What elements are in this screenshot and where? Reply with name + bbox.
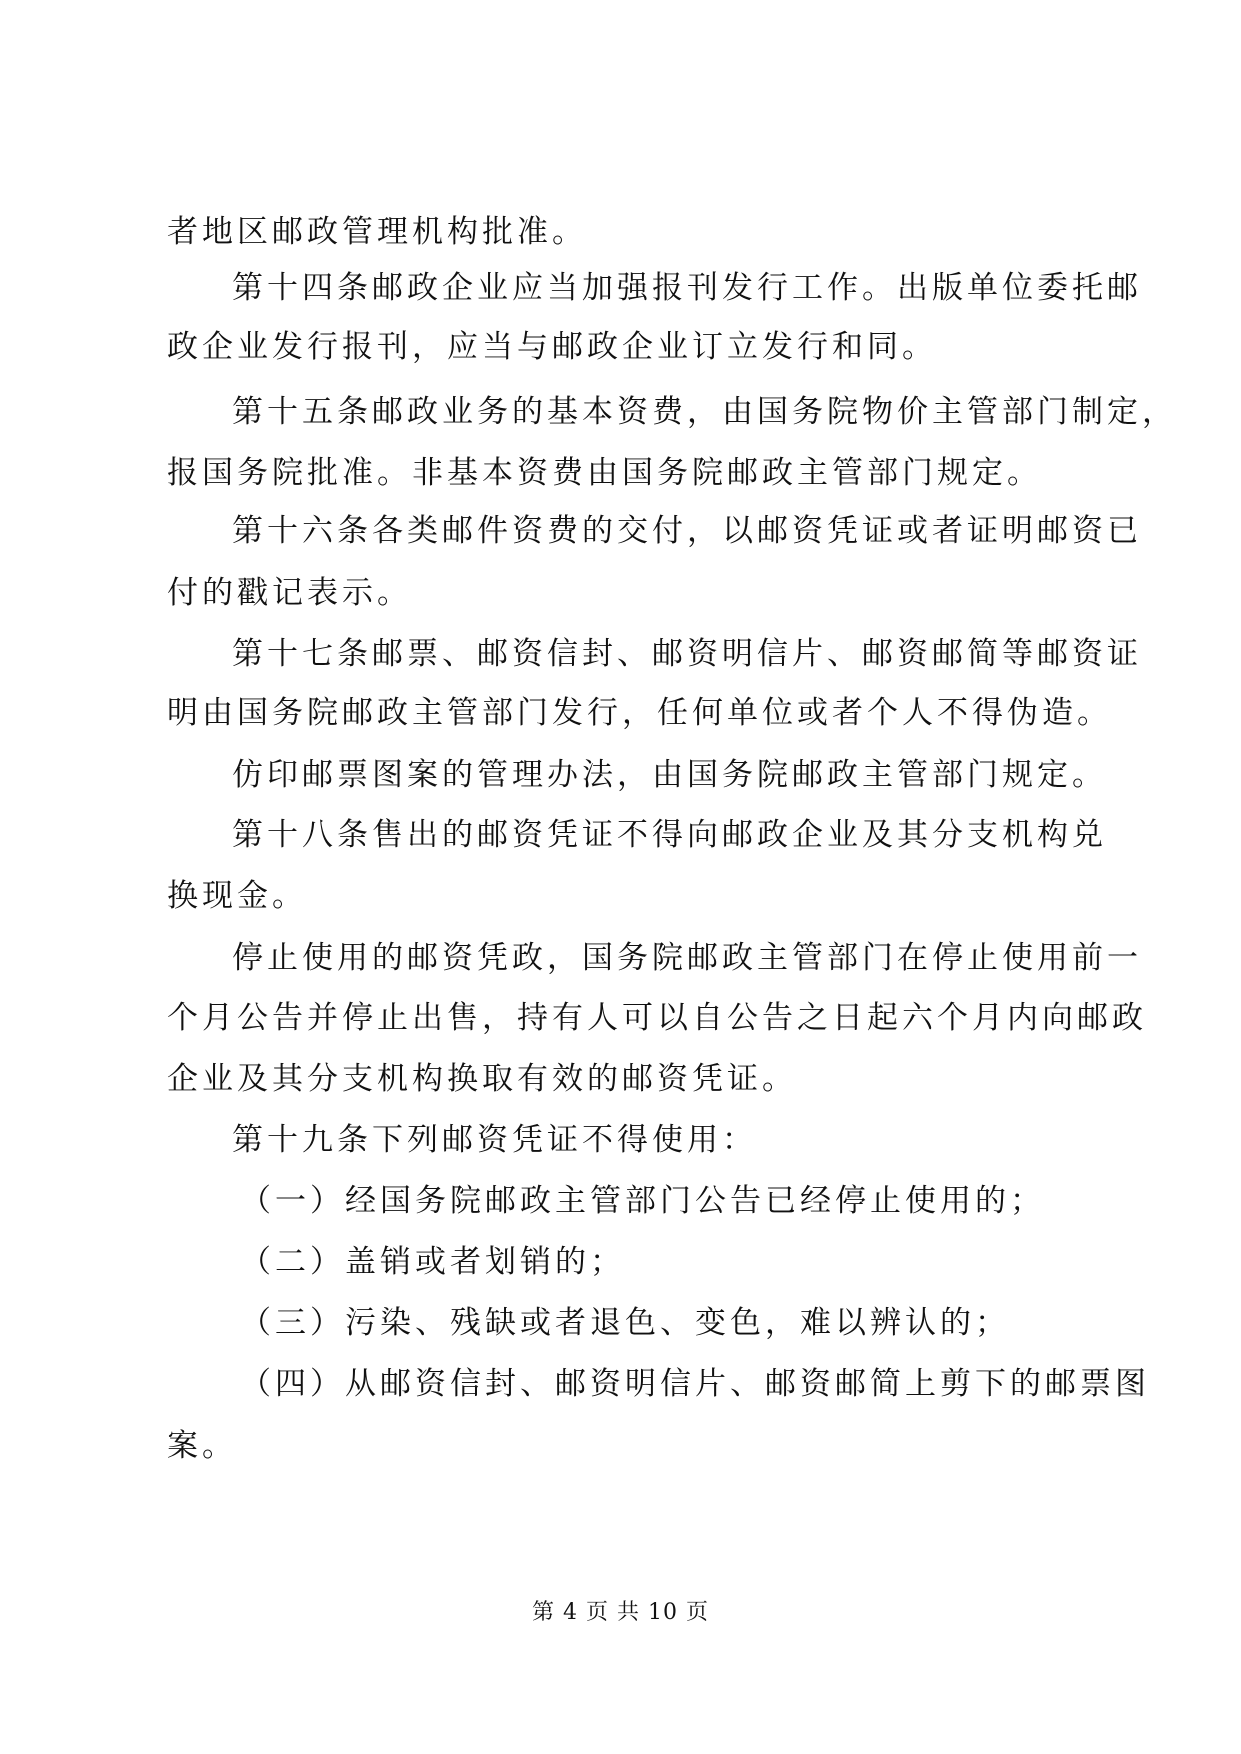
list-item: （四）从邮资信封、邮资明信片、邮资邮简上剪下的邮票图 bbox=[240, 1366, 1150, 1402]
body-line: 付的戳记表示。 bbox=[167, 575, 412, 611]
body-line: 案。 bbox=[167, 1428, 237, 1464]
body-line: 第十六条各类邮件资费的交付，以邮资凭证或者证明邮资已 bbox=[232, 513, 1142, 549]
body-line: 停止使用的邮资凭政，国务院邮政主管部门在停止使用前一 bbox=[232, 940, 1142, 976]
body-line: 第十四条邮政企业应当加强报刊发行工作。出版单位委托邮 bbox=[232, 270, 1142, 306]
body-line: 换现金。 bbox=[167, 878, 307, 914]
list-item: （三）污染、残缺或者退色、变色，难以辨认的； bbox=[240, 1305, 1010, 1341]
body-line: 明由国务院邮政主管部门发行，任何单位或者个人不得伪造。 bbox=[167, 695, 1112, 731]
body-line: 第十五条邮政业务的基本资费，由国务院物价主管部门制定， bbox=[232, 394, 1177, 430]
body-line: 第十九条下列邮资凭证不得使用： bbox=[232, 1122, 757, 1158]
body-line: 政企业发行报刊，应当与邮政企业订立发行和同。 bbox=[167, 329, 937, 365]
list-item: （二）盖销或者划销的； bbox=[240, 1244, 625, 1280]
body-line: 者地区邮政管理机构批准。 bbox=[167, 214, 587, 250]
body-line: 第十八条售出的邮资凭证不得向邮政企业及其分支机构兑 bbox=[232, 817, 1107, 853]
body-line: 报国务院批准。非基本资费由国务院邮政主管部门规定。 bbox=[167, 455, 1042, 491]
body-line: 仿印邮票图案的管理办法，由国务院邮政主管部门规定。 bbox=[232, 757, 1107, 793]
list-item: （一）经国务院邮政主管部门公告已经停止使用的； bbox=[240, 1183, 1045, 1219]
page-number: 第 4 页 共 10 页 bbox=[532, 1600, 709, 1625]
body-line: 企业及其分支机构换取有效的邮资凭证。 bbox=[167, 1061, 797, 1097]
body-line: 第十七条邮票、邮资信封、邮资明信片、邮资邮简等邮资证 bbox=[232, 636, 1142, 672]
body-line: 个月公告并停止出售，持有人可以自公告之日起六个月内向邮政 bbox=[167, 1000, 1147, 1036]
